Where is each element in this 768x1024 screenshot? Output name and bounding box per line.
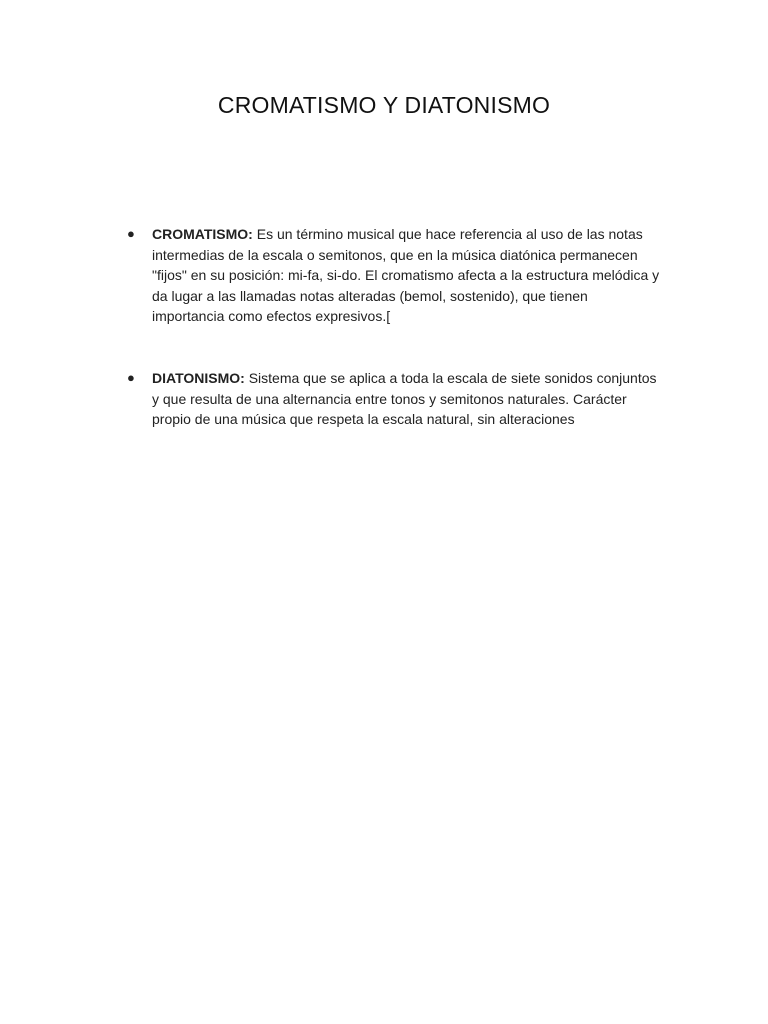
definition-text: Sistema que se aplica a toda la escala de siete sonidos conjuntos y que resulta de una alternancia entre tonos y semitonos naturales. Carácter propio de una música que respeta la escala natural, sin alteraciones: [152, 370, 657, 428]
bullet-icon: ●: [127, 226, 135, 241]
term-label: CROMATISMO:: [152, 226, 257, 242]
list-item: [127, 224, 662, 327]
list-item: [127, 368, 662, 430]
bullet-icon: ●: [127, 370, 135, 385]
definition-text: Es un término musical que hace referencia al uso de las notas intermedias de la escala o semitonos, que en la música diatónica permanecen "fijos" en su posición: mi-fa, si-do. El cromatismo afecta a la estructura melódica y da lugar a las llamadas notas alteradas (bemol, sostenido), que tienen importancia como efectos expresivos.[: [152, 226, 660, 325]
page-title: CROMATISMO Y DIATONISMO: [217, 92, 551, 118]
term-label: DIATONISMO:: [152, 370, 249, 386]
